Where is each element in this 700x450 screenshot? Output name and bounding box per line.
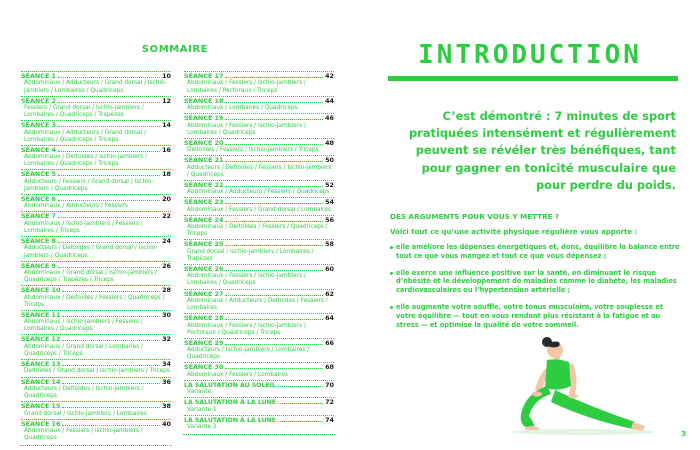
toc-entry-description: Abdominaux / Lombaires / Quadriceps xyxy=(187,105,298,111)
toc-entry xyxy=(184,155,334,180)
toc-entry-heading xyxy=(21,194,171,203)
toc-entry-heading xyxy=(184,289,334,298)
toc-entry-heading xyxy=(184,71,334,80)
toc-entry xyxy=(21,310,171,335)
toc-entry-label: SÉANCE 16 xyxy=(21,419,61,428)
toc-entry-page: 30 xyxy=(162,310,171,319)
toc-entry-page: 58 xyxy=(325,240,334,249)
intro-lead: C’est démontré : 7 minutes de sport pratiquées intensément et régulièrement peuvent se révéler très bénéfiques, tant pour gagner en tonicité musculaire que pour perdre du poids. xyxy=(409,109,676,192)
dot-leader xyxy=(62,383,160,384)
dot-leader xyxy=(278,421,323,422)
toc-entry-heading xyxy=(21,419,171,428)
toc-entry-description: Abdominaux / Grand dorsal / Ischio-jambiers / Quadriceps / Trapèzes / Triceps xyxy=(24,270,157,284)
toc-entry xyxy=(21,236,171,261)
toc-entry-heading xyxy=(184,180,334,189)
toc-entry-heading xyxy=(184,215,334,224)
toc-entry-description: Abdominaux / Fessiers / Grand dorsal / Lombaires xyxy=(187,206,332,213)
toc-entry-heading xyxy=(184,239,334,248)
argument-item-2: elle exerce une influence positive sur la santé, en diminuant le risque d’obésité et le développement de maladies comme le diabète, les maladies cardiovasculaires ou l’hypertension artérielle ; xyxy=(390,269,680,295)
toc-entry-heading xyxy=(184,313,334,322)
toc-entry-heading xyxy=(21,169,171,178)
toc-entry-page: 44 xyxy=(325,96,334,105)
toc-entry xyxy=(184,380,334,398)
toc-entry xyxy=(184,415,334,433)
toc-entry-page: 46 xyxy=(325,114,334,123)
dot-leader xyxy=(225,221,323,222)
woman-lunge-stretch-illustration xyxy=(485,328,665,440)
toc-entry-page: 56 xyxy=(325,215,334,224)
toc-entry-label: SÉANCE 20 xyxy=(184,138,224,147)
toc-entry-heading xyxy=(184,415,334,424)
dot-leader xyxy=(225,77,323,78)
dot-leader xyxy=(278,403,323,404)
toc-entry-label: SÉANCE 12 xyxy=(21,335,61,344)
toc-entry xyxy=(21,377,171,402)
dot-leader xyxy=(62,425,160,426)
toc-entry-heading xyxy=(21,285,171,294)
toc-entry-page: 26 xyxy=(162,261,171,270)
toc-entry xyxy=(184,197,334,215)
dot-leader xyxy=(62,365,160,366)
toc-entry-label: LA SALUTATION À LA LUNE xyxy=(184,399,277,407)
toc-entry-label: SÉANCE 13 xyxy=(21,360,61,369)
dot-leader xyxy=(225,186,323,187)
dot-leader xyxy=(58,175,160,176)
toc-entry-description: Adducteurs / Ischio-jambiers / Lombaires / Quadriceps xyxy=(187,347,310,361)
dot-leader xyxy=(225,102,323,103)
toc-entry xyxy=(184,397,334,415)
toc-entry-page: 74 xyxy=(325,415,334,424)
toc-entry-label: SÉANCE 4 xyxy=(21,145,56,154)
toc-entry-description: Deltoïdes / Grand dorsal / Ischio-jambiers / Triceps xyxy=(24,368,170,375)
toc-entry-description: Abdominaux / Adducteurs / Deltoïdes / Fessiers / Lombaires xyxy=(187,297,328,312)
toc-entry-page: 50 xyxy=(325,156,334,165)
toc-entry-description: Grand dorsal / Ischio-jambiers / Lombaires xyxy=(24,410,147,417)
arguments-list xyxy=(390,243,680,337)
toc-entry-heading xyxy=(184,197,334,206)
toc-entry xyxy=(21,359,171,377)
toc-entry-description: Abdominaux / Adducteurs / Grand dorsal / Ischio-jambiers / Lombaires / Quadriceps xyxy=(24,80,167,94)
toc-entry-page: 52 xyxy=(325,180,334,189)
toc-entry-label: SÉANCE 21 xyxy=(184,156,224,165)
toc-entry-description: Abdominaux / Adducteurs / Fessiers / Quadriceps xyxy=(187,189,330,196)
toc-entry-page: 42 xyxy=(325,72,334,80)
toc-entry xyxy=(184,264,334,289)
toc-entry-page: 28 xyxy=(162,286,171,295)
toc-entry-page: 22 xyxy=(162,212,171,221)
toc-entry xyxy=(184,113,334,138)
toc-entry-description: Variante xyxy=(187,389,212,396)
toc-entry-description: Abdominaux / Adducteurs / Grand dorsal / Lombaires / Quadriceps / Triceps xyxy=(24,129,146,143)
toc-entry-label: SÉANCE 2 xyxy=(21,96,56,105)
toc-entry-label: SÉANCE 25 xyxy=(184,240,224,249)
toc-entry-label: SÉANCE 27 xyxy=(184,289,224,298)
toc-entry-heading xyxy=(184,338,334,347)
toc-title: SOMMAIRE xyxy=(141,44,209,55)
toc-entry-heading xyxy=(184,96,334,105)
toc-entry-description: Abdominaux / Ischio-jambiers / Fessiers / Lombaires / Quadriceps xyxy=(24,319,143,333)
toc-entry-description: Abdominaux / Fessiers / Ischio-jambiers / Lombaires / Quadriceps xyxy=(187,273,306,287)
toc-entry-label: SÉANCE 30 xyxy=(184,363,224,372)
toc-entry-label: SÉANCE 11 xyxy=(21,310,61,319)
toc-entry-label: SÉANCE 3 xyxy=(21,121,56,130)
toc-entry-description: Abdominaux / Deltoïdes / Fessiers / Quadriceps / Triceps xyxy=(24,294,165,308)
toc-entry-heading xyxy=(21,211,171,220)
dot-leader xyxy=(62,407,160,408)
toc-entry xyxy=(21,401,171,419)
toc-entry xyxy=(21,96,171,121)
toc-entry-label: SÉANCE 29 xyxy=(184,338,224,347)
toc-entry-label: SÉANCE 6 xyxy=(21,194,56,203)
dot-leader xyxy=(225,161,323,162)
dot-leader xyxy=(225,295,323,296)
toc-column-2 xyxy=(184,71,334,432)
toc-entry-page: 62 xyxy=(325,289,334,298)
toc-entry-label: SÉANCE 9 xyxy=(21,261,56,270)
toc-column-1 xyxy=(21,71,171,443)
toc-entry-label: SÉANCE 28 xyxy=(184,314,224,323)
dot-leader xyxy=(58,267,160,268)
toc-entry xyxy=(184,313,334,338)
toc-entry-heading xyxy=(21,120,171,129)
toc-entry-heading xyxy=(21,71,171,80)
toc-entry-description: Abdominaux / Fessiers / Lombaires xyxy=(187,371,288,378)
toc-entry-description: Abdominaux / Deltoïdes / Ischio-jambiers / Lombaires / Quadriceps / Triceps xyxy=(24,154,147,168)
dot-leader xyxy=(58,102,160,103)
toc-entry-description: Deltoïdes / Fessiers / Ischio-jambiers / Triceps xyxy=(187,147,319,154)
toc-entry xyxy=(21,169,171,194)
toc-entry xyxy=(21,211,171,236)
arguments-heading: DES ARGUMENTS POUR VOUS Y METTRE ? xyxy=(390,212,560,221)
toc-entry xyxy=(184,338,334,363)
toc-entry-label: SÉANCE 8 xyxy=(21,237,56,246)
dot-leader xyxy=(62,291,160,292)
dot-leader xyxy=(62,316,160,317)
dot-leader xyxy=(225,245,323,246)
toc-entry xyxy=(21,145,171,170)
toc-entry-label: SÉANCE 10 xyxy=(21,286,61,295)
toc-entry xyxy=(21,120,171,145)
toc-entry-page: 12 xyxy=(162,96,171,105)
toc-entry xyxy=(21,334,171,359)
toc-entry-description: Adducteurs / Deltoïdes / Ischio-jambiers / Quadriceps xyxy=(24,385,144,400)
argument-item-1: elle améliore les dépenses énergétiques et, donc, équilibre la balance entre tout ce que vous mangez et tout ce que vous dépensez ; xyxy=(390,243,680,261)
toc-entry-page: 66 xyxy=(325,338,334,347)
toc-entry xyxy=(184,138,334,156)
toc-entry-description: Abdominaux / Fessiers / Ischio-jambiers / Lombaires / Pectoraux / Triceps xyxy=(187,80,306,94)
toc-entry-page: 16 xyxy=(162,145,171,154)
dot-leader xyxy=(225,203,323,204)
toc-entry-label: SÉANCE 5 xyxy=(21,170,56,179)
toc-entry-page: 48 xyxy=(325,138,334,147)
toc-entry-page: 14 xyxy=(162,121,171,130)
toc-entry-heading xyxy=(184,380,334,389)
argument-item-3: elle augmente votre souffle, votre tonus musculaire, votre souplesse et votre équilibre — tout en vous rendant plus résistant à la fatigue et au stress — et optimise la qualité de votre sommeil. xyxy=(390,303,680,329)
toc-entry-description: Abdominaux / Adducteurs / Fessiers xyxy=(24,203,128,210)
title-underline xyxy=(388,76,678,81)
toc-entry-heading xyxy=(184,264,334,273)
dot-leader xyxy=(278,386,323,387)
page-number: 3 xyxy=(681,430,686,438)
toc-entry-page: 36 xyxy=(162,377,171,386)
toc-entry-description: Variante 1 xyxy=(187,406,217,413)
toc-entry-heading xyxy=(21,377,171,386)
dot-leader xyxy=(58,242,160,243)
toc-entry-label: SÉANCE 26 xyxy=(184,264,224,273)
toc-entry-heading xyxy=(21,401,171,410)
toc-entry-page: 18 xyxy=(162,170,171,179)
toc-entry-heading xyxy=(21,96,171,105)
toc-entry xyxy=(184,289,334,314)
toc-entry xyxy=(184,215,334,240)
dot-leader xyxy=(225,344,323,345)
toc-entry xyxy=(21,419,171,444)
arguments-intro: Voici tout ce qu’une activité physique régulière vous apporte : xyxy=(390,228,638,236)
toc-entry-heading xyxy=(21,310,171,319)
toc-entry-label: SÉANCE 24 xyxy=(184,215,224,224)
toc-entry xyxy=(21,194,171,212)
dot-leader xyxy=(58,217,160,218)
toc-entry-label: SÉANCE 17 xyxy=(184,72,224,80)
dot-leader xyxy=(58,126,160,127)
toc-entry-description: Adducteurs / Deltoïdes / Grand dorsal / Ischio-jambiers / Quadriceps xyxy=(24,245,158,259)
toc-entry-description: Adducteurs / Fessiers / Grand dorsal / Ischio-jambiers / Quadriceps xyxy=(24,178,154,192)
toc-entry-heading xyxy=(184,155,334,164)
toc-entry-label: LA SALUTATION À LA LUNE xyxy=(184,416,277,424)
toc-entry-heading xyxy=(184,397,334,406)
toc-entry xyxy=(184,71,334,96)
toc-entry-label: SÉANCE 19 xyxy=(184,114,224,123)
toc-entry-heading xyxy=(184,362,334,371)
dot-leader xyxy=(62,340,160,341)
toc-entry-page: 72 xyxy=(325,398,334,407)
toc-entry xyxy=(184,180,334,198)
toc-entry-description: Variante 2 xyxy=(187,424,217,431)
dot-leader xyxy=(225,368,323,369)
toc-entry-label: SÉANCE 23 xyxy=(184,198,224,207)
toc-entry-description: Fessiers / Grand dorsal / Ischio-jambiers / Lombaires / Quadriceps / Trapèzes xyxy=(24,105,144,119)
toc-entry-page: 68 xyxy=(325,363,334,372)
toc-entry xyxy=(21,261,171,286)
toc-entry xyxy=(21,285,171,310)
toc-entry-description: Abdominaux / Fessiers / Ischio-jambiers / Lombaires / Quadriceps xyxy=(187,122,306,136)
toc-entry-description: Adducteurs / Deltoïdes / Fessiers / Ischio-jambiers / Quadriceps xyxy=(187,164,332,178)
toc-entry-page: 34 xyxy=(162,360,171,369)
toc-entry xyxy=(184,96,334,114)
toc-entry-page: 24 xyxy=(162,237,171,246)
toc-entry-page: 40 xyxy=(162,419,171,428)
toc-entry xyxy=(184,362,334,380)
toc-entry-heading xyxy=(21,359,171,368)
toc-entry-page: 70 xyxy=(325,380,334,389)
toc-entry-description: Abdominaux / Deltoïdes / Fessiers / Quadriceps / Triceps xyxy=(187,224,328,238)
toc-entry-page: 38 xyxy=(162,402,171,411)
dot-leader xyxy=(225,119,323,120)
toc-entry-page: 64 xyxy=(325,314,334,323)
dot-leader xyxy=(58,151,160,152)
dot-leader xyxy=(58,200,160,201)
toc-entry-description: Abdominaux / Grand dorsal / Lombaires / Quadriceps / Triceps xyxy=(24,343,143,357)
dot-leader xyxy=(58,77,160,78)
toc-entry-description: Abdominaux / Fessiers / Ischio-jambiers / Pectoraux / Quadriceps / Triceps xyxy=(187,322,306,336)
intro-title: INTRODUCTION xyxy=(418,40,642,70)
toc-entry-label: SÉANCE 15 xyxy=(21,402,61,411)
toc-entry xyxy=(21,71,171,96)
toc-entry-label: SÉANCE 1 xyxy=(21,72,56,80)
toc-entry-page: 32 xyxy=(162,335,171,344)
toc-entry-heading xyxy=(184,138,334,147)
toc-entry-heading xyxy=(21,334,171,343)
toc-entry-description: Abdominaux / Fessiers / Ischio-jambiers / Quadriceps xyxy=(24,428,143,442)
toc-entry-page: 10 xyxy=(162,72,171,80)
toc-entry-label: LA SALUTATION AU SOLEIL xyxy=(184,381,276,389)
toc-entry-heading xyxy=(21,261,171,270)
dot-leader xyxy=(225,270,323,271)
toc-entry-heading xyxy=(184,113,334,122)
toc-entry-heading xyxy=(21,236,171,245)
dot-leader xyxy=(225,144,323,145)
dot-leader xyxy=(225,319,323,320)
toc-entry xyxy=(184,239,334,264)
toc-entry-page: 60 xyxy=(325,264,334,273)
toc-entry-page: 54 xyxy=(325,198,334,207)
toc-entry-description: Abdominaux / Ischio-jambiers / Fessiers / Lombaires / Triceps xyxy=(24,220,143,234)
toc-entry-heading xyxy=(21,145,171,154)
toc-entry-label: SÉANCE 7 xyxy=(21,212,56,221)
toc-entry-label: SÉANCE 18 xyxy=(184,96,224,105)
toc-entry-description: Grand dorsal / Ischio-jambiers / Lombaires / Trapèzes xyxy=(187,248,314,262)
toc-entry-label: SÉANCE 14 xyxy=(21,377,61,386)
toc-entry-label: SÉANCE 22 xyxy=(184,180,224,189)
toc-entry-page: 20 xyxy=(162,194,171,203)
